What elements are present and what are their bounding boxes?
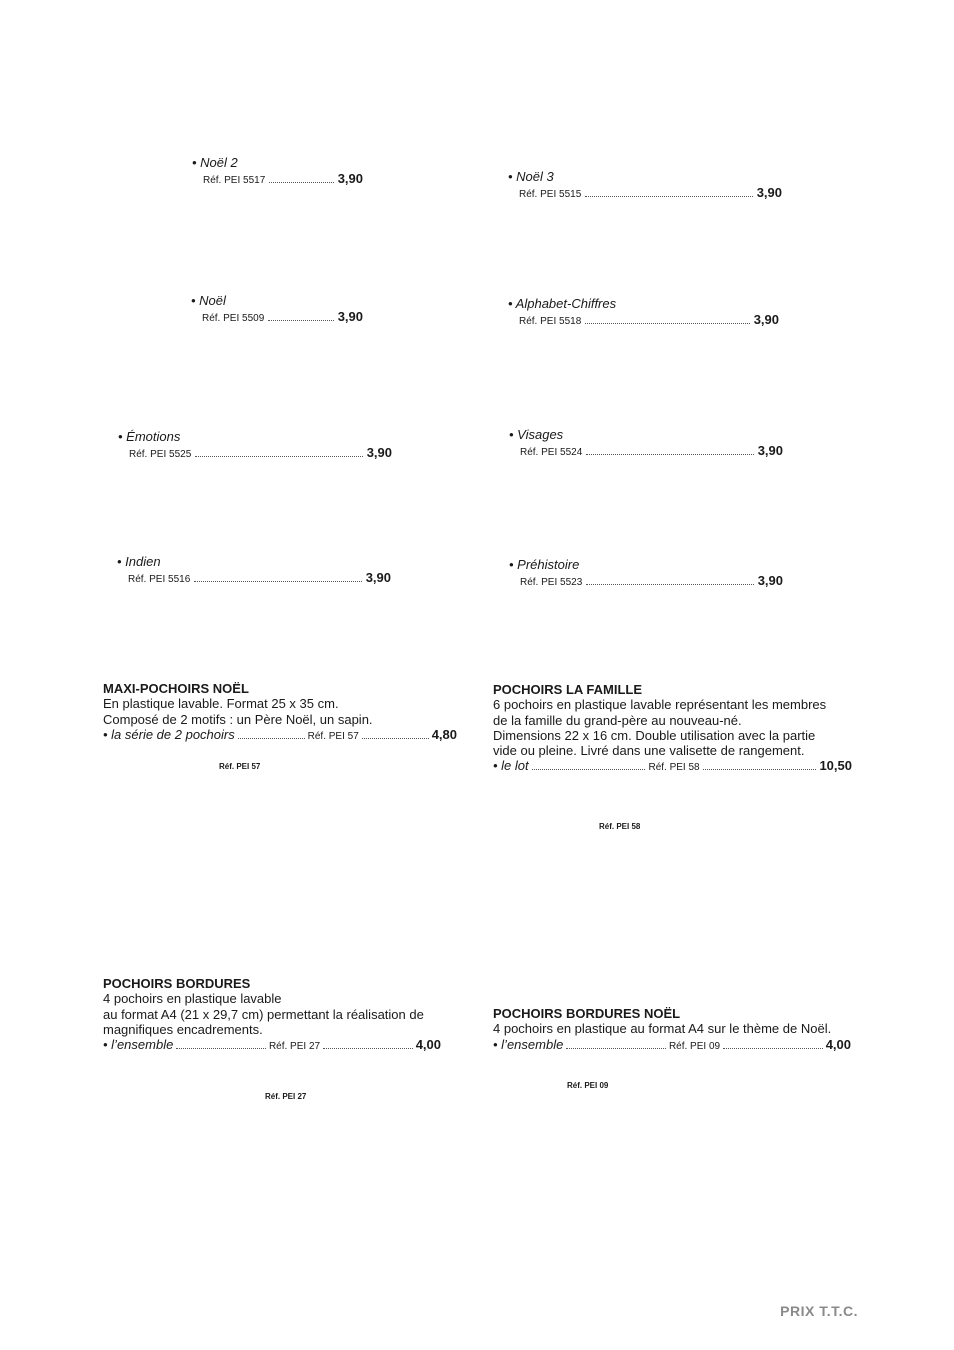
order-price: 4,00 — [825, 1036, 852, 1052]
stencil-ref-line — [118, 445, 392, 463]
product-description-line: de la famille du grand-père au nouveau-né. — [493, 712, 742, 728]
stencil-item-noel — [191, 293, 363, 327]
leader-dots — [176, 1048, 266, 1049]
product-description-line: au format A4 (21 x 29,7 cm) permettant la réalisation de — [103, 1006, 424, 1022]
product-description-line: 4 pochoirs en plastique lavable — [103, 991, 282, 1007]
stencil-ref: Réf. PEI 5517 — [203, 175, 266, 186]
product-title: POCHOIRS BORDURES NOËL — [493, 1006, 681, 1021]
stencil-ref-line — [509, 573, 783, 591]
stencil-ref-line — [508, 185, 782, 203]
stencil-item-prehistoire — [509, 557, 783, 591]
image-caption: Réf. PEI 57 — [219, 762, 261, 771]
order-ref: Réf. PEI 58 — [648, 762, 700, 774]
stencil-ref: Réf. PEI 5525 — [129, 449, 192, 460]
stencil-ref: Réf. PEI 5509 — [202, 313, 265, 324]
order-price: 10,50 — [819, 758, 852, 774]
stencil-name: • Alphabet-Chiffres — [508, 296, 617, 311]
order-ref: Réf. PEI 09 — [668, 1040, 721, 1052]
order-ref: Réf. PEI 57 — [307, 730, 359, 742]
order-ref: Réf. PEI 27 — [268, 1041, 321, 1053]
stencil-price: 3,90 — [753, 312, 779, 327]
stencil-ref: Réf. PEI 5516 — [128, 574, 191, 585]
order-label: • l’ensemble — [493, 1036, 564, 1052]
leader-dots — [723, 1048, 823, 1049]
stencil-price: 3,90 — [757, 573, 783, 588]
order-label: • le lot — [493, 758, 529, 774]
image-caption: Réf. PEI 58 — [599, 822, 641, 831]
stencil-price: 3,90 — [366, 445, 392, 460]
order-line — [493, 758, 852, 775]
leader-dots — [586, 584, 753, 585]
order-price: 4,80 — [431, 726, 457, 742]
stencil-name: • Indien — [117, 554, 161, 569]
product-description-line: 4 pochoirs en plastique au format A4 sur le thème de Noël. — [493, 1021, 832, 1037]
stencil-price: 3,90 — [757, 443, 783, 458]
leader-dots — [238, 738, 305, 739]
order-label: • la série de 2 pochoirs — [103, 726, 235, 742]
stencil-ref-line — [191, 309, 363, 327]
order-line — [493, 1037, 851, 1054]
stencil-ref-line — [509, 443, 783, 461]
stencil-ref: Réf. PEI 5515 — [519, 189, 582, 200]
stencil-ref: Réf. PEI 5518 — [519, 316, 582, 327]
image-caption: Réf. PEI 27 — [265, 1092, 307, 1101]
product-title: MAXI-POCHOIRS NOËL — [103, 681, 249, 696]
stencil-item-noel-3 — [508, 169, 782, 203]
order-line — [103, 727, 457, 744]
product-description-line: 6 pochoirs en plastique lavable représentant les membres — [493, 697, 827, 713]
stencil-price: 3,90 — [337, 309, 363, 324]
product-description-line: En plastique lavable. Format 25 x 35 cm. — [103, 696, 339, 712]
leader-dots — [268, 320, 333, 321]
stencil-item-noel-2 — [192, 155, 363, 189]
product-pochoirs-la-famille — [493, 682, 852, 776]
leader-dots — [194, 581, 361, 582]
leader-dots — [586, 454, 753, 455]
leader-dots — [585, 196, 752, 197]
leader-dots — [269, 182, 333, 183]
product-description-line: vide ou pleine. Livré dans une valisette de rangement. — [493, 743, 805, 759]
leader-dots — [703, 769, 817, 770]
order-price: 4,00 — [415, 1037, 442, 1053]
product-pochoirs-bordures — [103, 976, 441, 1054]
stencil-name: • Émotions — [118, 429, 181, 444]
product-maxi-pochoirs-noel — [103, 681, 457, 744]
image-caption: Réf. PEI 09 — [567, 1081, 609, 1090]
product-title: POCHOIRS BORDURES — [103, 976, 251, 991]
product-pochoirs-bordures-noel — [493, 1006, 851, 1054]
stencil-name: • Préhistoire — [509, 557, 580, 572]
stencil-item-emotions — [118, 429, 392, 463]
leader-dots — [532, 769, 646, 770]
stencil-ref-line — [508, 312, 779, 330]
leader-dots — [566, 1048, 666, 1049]
leader-dots — [323, 1048, 413, 1049]
stencil-item-visages — [509, 427, 783, 461]
stencil-price: 3,90 — [365, 570, 391, 585]
stencil-price: 3,90 — [756, 185, 782, 200]
order-line — [103, 1037, 441, 1054]
stencil-item-indien — [117, 554, 391, 588]
stencil-name: • Noël 3 — [508, 169, 554, 184]
prices-incl-tax-note: PRIX T.T.C. — [780, 1303, 858, 1319]
stencil-ref-line — [117, 570, 391, 588]
stencil-name: • Noël 2 — [192, 155, 238, 170]
stencil-item-alphabet-chiffres — [508, 296, 779, 330]
stencil-ref: Réf. PEI 5524 — [520, 447, 583, 458]
stencil-ref-line — [192, 171, 363, 189]
stencil-ref: Réf. PEI 5523 — [520, 577, 583, 588]
stencil-name: • Visages — [509, 427, 564, 442]
product-description-line: magnifiques encadrements. — [103, 1021, 263, 1037]
order-label: • l’ensemble — [103, 1037, 174, 1053]
leader-dots — [195, 456, 362, 457]
leader-dots — [362, 738, 429, 739]
stencil-name: • Noël — [191, 293, 226, 308]
stencil-price: 3,90 — [337, 171, 363, 186]
product-description-line: Dimensions 22 x 16 cm. Double utilisation avec la partie — [493, 727, 816, 743]
product-description-line: Composé de 2 motifs : un Père Noël, un sapin. — [103, 711, 373, 727]
leader-dots — [585, 323, 749, 324]
product-title: POCHOIRS LA FAMILLE — [493, 682, 643, 697]
